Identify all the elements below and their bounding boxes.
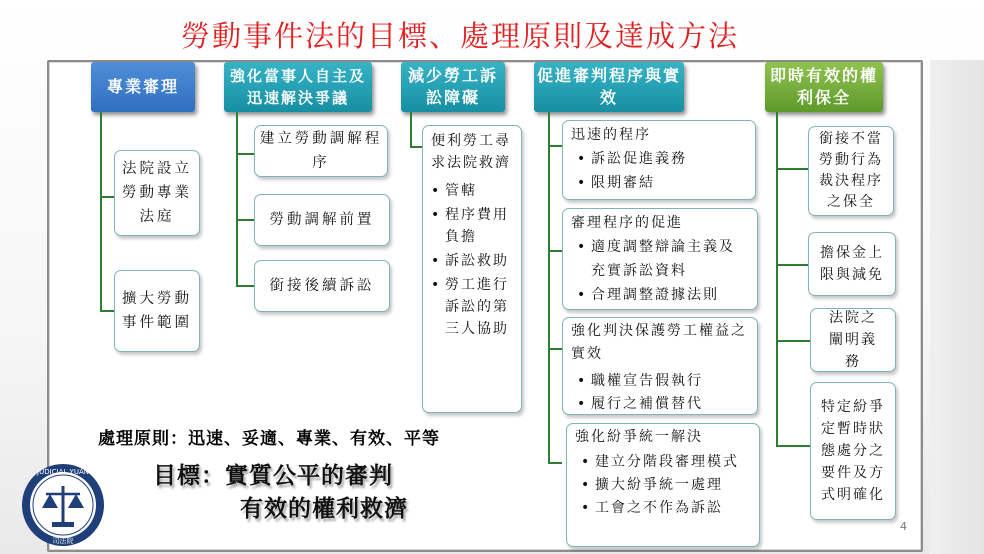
connector-col2-b1 — [236, 153, 254, 155]
header-rights-preservation: 即時有效的權利保全 — [765, 62, 883, 112]
group-title: 審理程序的促進 — [571, 215, 683, 231]
box-unfair-labor-preservation: 銜接不當勞動行為裁決程序之保全 — [808, 126, 894, 216]
connector-col2-b2 — [236, 219, 254, 221]
court-relief-item: • 訴訟救助 — [431, 253, 509, 269]
connector-col5-b1 — [776, 168, 808, 170]
connector-col5-b3 — [776, 340, 810, 342]
group-item: • 訴訟促進義務 — [577, 151, 687, 167]
connector-col1-b1 — [100, 196, 114, 198]
background-shadow — [930, 60, 984, 554]
connector-col5 — [776, 112, 778, 447]
header-party-autonomy: 強化當事人自主及迅速解決爭議 — [224, 62, 372, 112]
group-item: • 適度調整辯論主義及充實訴訟資料 — [577, 239, 735, 279]
header-reduce-barriers: 減少勞工訴訟障礙 — [401, 62, 505, 112]
goal-text-line2: 有效的權利救濟 — [240, 496, 408, 522]
group-unified-resolution — [566, 423, 760, 547]
seal-name: 司法院 — [52, 537, 74, 545]
group-speedy-procedure — [562, 120, 756, 200]
box-clarification-duty: 法院之闡明義務 — [810, 308, 896, 372]
connector-col4-b2 — [548, 250, 562, 252]
group-title: 強化紛爭統一解決 — [575, 429, 703, 445]
connector-col1-b2 — [100, 310, 114, 312]
connector-col2 — [236, 112, 238, 287]
group-item: • 履行之補償替代 — [577, 396, 703, 412]
connector-col2-b3 — [236, 285, 254, 287]
connector-col4 — [548, 112, 550, 464]
connector-col5-b4 — [776, 445, 810, 447]
page-number: 4 — [900, 520, 907, 533]
connector-col1 — [100, 112, 102, 312]
judicial-yuan-seal-icon — [20, 462, 106, 548]
connector-col5-b2 — [776, 264, 808, 266]
header-professional-trial: 專業審理 — [91, 62, 195, 112]
connector-col3-b1 — [410, 146, 422, 148]
goal-text: 目標：實質公平的審判 — [153, 463, 393, 489]
box-provisional-status: 特定紛爭定暫時狀態處分之要件及方式明確化 — [810, 382, 896, 520]
box-expand-scope: 擴大勞動事件範圍 — [114, 270, 200, 352]
group-item: • 合理調整證據法則 — [577, 287, 719, 303]
box-labor-court: 法院設立勞動專業法庭 — [114, 150, 200, 236]
group-trial-promotion — [562, 208, 758, 310]
group-item: • 建立分階段審理模式 — [581, 454, 739, 470]
court-relief-title: 便利勞工尋求法院救濟 — [431, 133, 511, 171]
box-subsequent-litigation: 銜接後續訴訟 — [254, 260, 390, 312]
connector-col4-b3 — [548, 348, 562, 350]
page-title: 勞動事件法的目標、處理原則及達成方法 — [180, 19, 739, 53]
group-judgment-protection — [562, 317, 758, 415]
connector-col3 — [410, 112, 412, 148]
group-title: 迅速的程序 — [571, 127, 651, 143]
court-relief-item: • 程序費用負擔 — [431, 207, 509, 245]
group-item: • 限期審結 — [577, 175, 655, 191]
box-mediation-prerequisite: 勞動調解前置 — [254, 194, 390, 246]
group-item: • 職權宣告假執行 — [577, 373, 703, 389]
box-security-deposit: 擔保金上限與減免 — [808, 232, 896, 296]
court-relief-item: • 管轄 — [431, 183, 477, 199]
principle-text: 處理原則：迅速、妥適、專業、有效、平等 — [98, 429, 440, 449]
group-item: • 擴大紛爭統一處理 — [581, 477, 723, 493]
group-item: • 工會之不作為訴訟 — [581, 500, 723, 516]
connector-col4-b1 — [548, 145, 562, 147]
seal-text: JUDICIAL YUAN — [37, 468, 89, 476]
box-court-relief — [422, 125, 522, 413]
connector-col4-b4 — [548, 462, 562, 464]
court-relief-item: • 勞工進行訴訟的第三人協助 — [431, 277, 509, 337]
box-mediation-procedure: 建立勞動調解程序 — [254, 125, 388, 177]
group-title: 強化判決保護勞工權益之實效 — [571, 323, 747, 362]
header-promote-trial: 促進審判程序與實效 — [534, 62, 684, 112]
